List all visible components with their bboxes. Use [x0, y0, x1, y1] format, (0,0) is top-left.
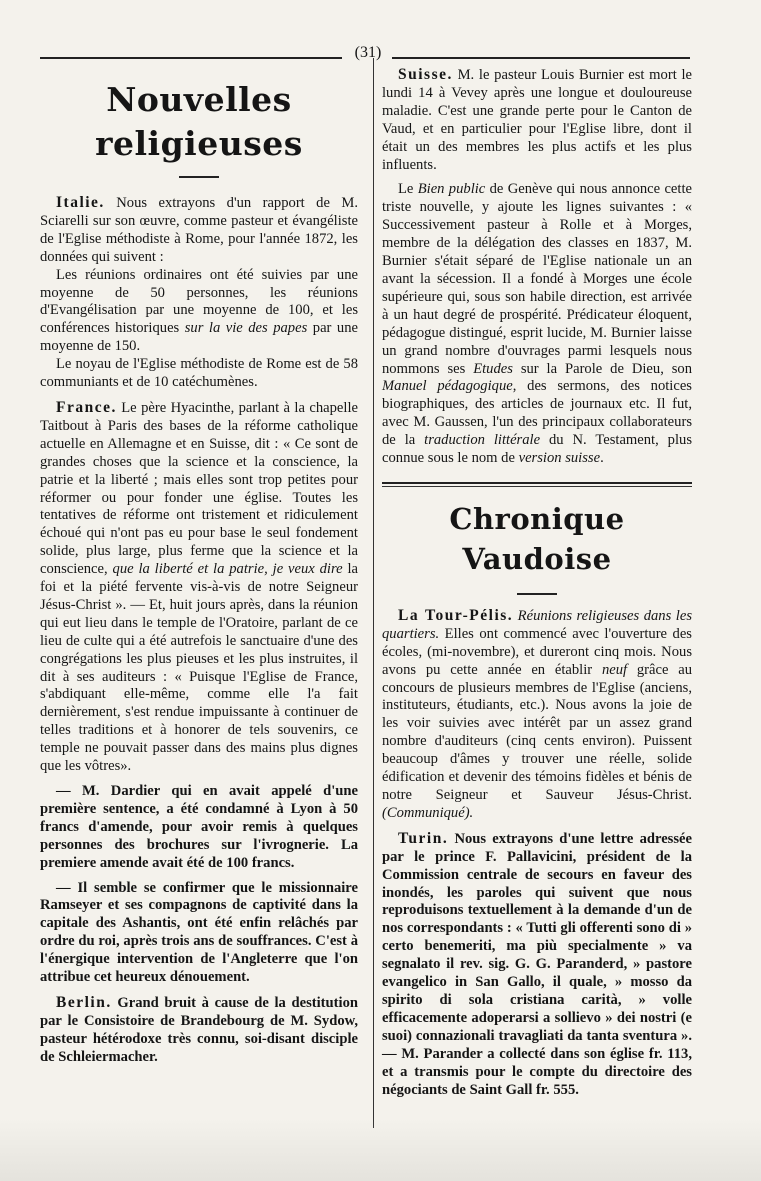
tour-pelis-italic-2: neuf: [601, 661, 628, 678]
article-la-tour-pelis: [382, 607, 692, 823]
italie-text: Nous extrayons d'un rapport de M. Sciarelli sur son œuvre, comme pasteur et évangéliste de l'Eglise méthodiste à Rome, pour l'année 1872, les données qui suivent :: [40, 195, 358, 265]
article-turin: [382, 830, 692, 1100]
tour-pelis-text-b: grâce au concours de plusieurs membres de l'Eglise (anciens, instituteurs, étudiants, etc.). Nous avons la joie de les voir suivies avec intérêt par un assez grand nombre d'auditeurs (cinq cents environ). Puissent beaucoup d'âmes y trouver une réelle, solide édification et devenir des témoins fidèles et bénis de notre Seigneur et Sauveur Jésus-Christ.: [382, 661, 692, 803]
suisse-text: M. le pasteur Louis Burnier est mort le lundi 14 à Vevey après une longue et douloureuse maladie. C'est une grande perte pour le Canton de Vaud, et en particulier pour l'Eglise libre, dont il était un des membres les plus actifs et les plus influents.: [382, 67, 692, 173]
keyword-la-tour-pelis: La Tour-Pélis.: [398, 606, 514, 624]
suisse-p2-it5: version suisse: [518, 450, 601, 467]
suisse-p2-f: .: [600, 450, 604, 467]
section-title-nouvelles-religieuses: Nouvelles religieuses: [95, 80, 303, 163]
section-title-chronique-vaudoise: Chronique Vaudoise: [449, 501, 625, 576]
suisse-p2-a: Le: [398, 181, 418, 198]
suisse-p2-d: , des sermons, des notices biographiques, des articles de journaux etc. Il fut, avec M. Gaussen, l'un des principaux collaborateurs de la: [382, 378, 692, 449]
keyword-france: France.: [56, 398, 117, 416]
article-france: [40, 399, 358, 776]
header-rule-left: [40, 57, 342, 59]
page-number: (31): [354, 44, 382, 61]
page-bottom-shading: [0, 1118, 761, 1181]
suisse-p2-e: du N. Testament, plus connue sous le nom de: [382, 432, 692, 467]
article-suisse: [382, 66, 692, 174]
tour-pelis-communique: (Communiqué).: [382, 804, 474, 821]
suisse-p2-it3: Manuel pédagogique: [382, 378, 513, 395]
france-italic: que la liberté et la patrie, je veux dire: [112, 561, 343, 578]
italie-p2-text-a: Les réunions ordinaires ont été suivies par une moyenne de 50 personnes, les réunions d'Evangélisation par une moyenne de 100, et les conférences historiques: [40, 266, 358, 337]
italie-p2-italic: sur la vie des papes: [184, 320, 308, 337]
section-rule-thick: [382, 482, 692, 484]
berlin-text: Grand bruit à cause de la destitution par le Consistoire de Brandebourg de M. Sydow, pasteur hétérodoxe très connu, soi-disant disciple de Schleiermacher.: [40, 994, 358, 1065]
title-dash: [179, 176, 219, 178]
suisse-p2-it4: traduction littérale: [424, 432, 541, 449]
article-berlin: [40, 994, 358, 1067]
italie-paragraph-3: Le noyau de l'Eglise méthodiste de Rome est de 58 communiants et de 10 catéchumènes.: [40, 356, 358, 391]
suisse-p2-b: de Genève qui nous annonce cette triste nouvelle, y ajoute les lignes suivantes : « Successivement pasteur à Rolle et à Morges, membre de la délégation des classes en 1837, M. Burnier s'était séparé de l'Eglise nationale un an avant la sécession. Il a fondé à Morges une école supérieure qui, sous son habile direction, est arrivée à un haut degré de prospérité. Prédicateur éloquent, pédagogue distingué, esprit lucide, M. Burnier laisse un grand nombre d'ouvrages parmi lesquels nous nommons ses: [382, 181, 692, 377]
suisse-p2-it2: Etudes: [473, 360, 513, 377]
keyword-suisse: Suisse.: [398, 66, 453, 83]
header-rule-right: [392, 57, 690, 59]
france-dardier-paragraph: — M. Dardier qui en avait appelé d'une première sentence, a été condamné à Lyon à 50 francs d'amende, pour avoir remis à quelques personnes des brochures sur l'ivrognerie. La premiere amende avait été de 100 francs.: [40, 783, 358, 871]
suisse-p2-it1: Bien public: [417, 181, 486, 198]
suisse-p2-c: sur la Parole de Dieu, son: [512, 360, 693, 377]
right-column: [382, 66, 692, 1099]
section-rule-thin: [382, 486, 692, 487]
france-text-b: la foi et la piété fervente vis-à-vis de notre Seigneur Jésus-Christ ». — Et, huit jours après, dans la réunion qui eut lieu dans le temple de l'Oratoire, parlant de ce lieu de culte qui a été autrefois le sanctuaire d'une des congrégations les plus pieuses et les plus instruites, il dit à ses auditeurs : « Puisque l'Eglise de France, s'abdiquant elle-même, comme elle l'a fait dernièrement, s'est rendue impuissante à continuer de telles traditions et à honorer de tels souvenirs, ce temple ne pouvait passer dans des mains plus dignes que les vôtres».: [40, 561, 358, 775]
italie-p2-text-b: par une moyenne de 150.: [40, 320, 358, 355]
france-ramseyer-paragraph: — Il semble se confirmer que le missionnaire Ramseyer et ses compagnons de captivité dans la capitale des Ashantis, ont été enfin relâchés par ordre du roi, après trois ans de souffrances. C'est à l'énergique intervention de l'Angleterre que l'on attribue cet heureux dénouement.: [40, 879, 358, 986]
article-italie: [40, 194, 358, 267]
tour-pelis-italic: Réunions religieuses dans les quartiers.: [382, 607, 692, 642]
keyword-italie: Italie.: [56, 194, 105, 211]
france-text-a: Le père Hyacinthe, parlant à la chapelle Taitbout à Paris des bases de la réforme catholique actuelle en Allemagne et en Suisse, dit : « Ce sont de grandes choses que la science et la conscience, la patrie et la liberté ; mais elles sont trop petites pour réformer ou pour fonder une église. Toutes les tentatives de réforme ont tristement et ridiculement échoué qui n'ont pas eu pour base le seul fondement solide, plus large, plus ferme que la science et la conscience,: [40, 399, 358, 578]
suisse-bien-public-paragraph: [382, 181, 692, 468]
turin-text: Nous extrayons d'une lettre adressée par le prince F. Pallavicini, président de la Commission centrale de secours en faveur des inondés, les paroles qui suivent que nous reproduisons textuellement à la demande d'un de nos correspondants : « Tutti gli offerenti sono di » certo benemeriti, ma più specialmente » va segnalato il rev. sig. G. G. Paranderd, » pastore evangelico in San Gallo, il quale, » mosso da spirito di sola cristiana carità, » volle efficacemente adoperarsi a sollievo » dei nostri (e suoi) connazionali travagliati da tanta sventura ». — M. Parander a collecté dans son église fr. 113, et a transmis pour le compte du directoire des négociants de Saint Gall fr. 555.: [382, 830, 692, 1098]
title-dash: [517, 593, 557, 595]
tour-pelis-text-a: Elles ont commencé avec l'ouverture des écoles, (mi-novembre), et dureront cinq mois. Nous avons pu cette année en établir: [382, 625, 692, 678]
keyword-berlin: Berlin.: [56, 993, 112, 1011]
keyword-turin: Turin.: [398, 829, 449, 847]
left-column: [40, 66, 358, 1067]
column-divider: [373, 58, 374, 1128]
italie-paragraph-2: [40, 267, 358, 357]
